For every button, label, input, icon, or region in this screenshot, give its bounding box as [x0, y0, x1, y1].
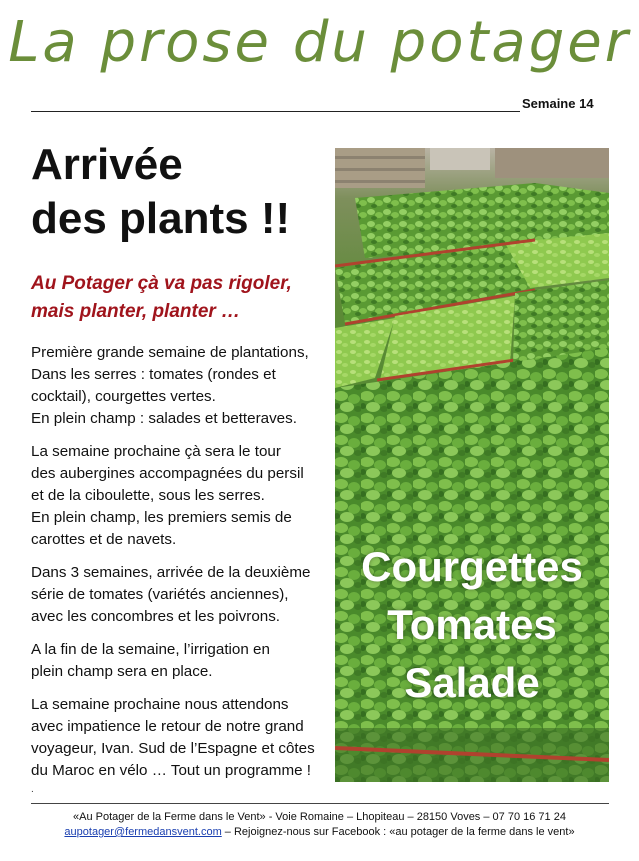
footer-rule: [31, 803, 609, 804]
headline-line: Arrivée: [31, 140, 183, 189]
article-body: [31, 342, 336, 793]
seedling-trays-photo: [335, 148, 609, 782]
footer-contact: [0, 825, 639, 840]
text-line: cocktail), courgettes vertes.: [31, 388, 216, 405]
caption-line: Tomates: [387, 601, 557, 648]
paragraph-irrigation: [31, 639, 336, 683]
text-line: et de la ciboulette, sous les serres.: [31, 487, 265, 504]
footer-address: «Au Potager de la Ferme dans le Vent» - Voie Romaine – Lhopiteau – 28150 Voves – 07 70 16 71 24: [73, 811, 566, 823]
header-rule: [31, 111, 520, 112]
trailing-mark: .: [31, 784, 34, 795]
text-line: Dans les serres : tomates (rondes et: [31, 366, 276, 383]
text-line: La semaine prochaine çà sera le tour: [31, 443, 281, 460]
subhead-line: mais planter, planter …: [31, 301, 241, 322]
text-line: Dans 3 semaines, arrivée de la deuxième: [31, 564, 311, 581]
week-label: Semaine 14: [522, 96, 594, 111]
subhead-line: Au Potager çà va pas rigoler,: [31, 273, 292, 294]
text-line: En plein champ, les premiers semis de: [31, 509, 292, 526]
text-line: Première grande semaine de plantations,: [31, 344, 309, 361]
text-line: voyageur, Ivan. Sud de l’Espagne et côtes: [31, 740, 315, 757]
text-line: du Maroc en vélo … Tout un programme !: [31, 762, 311, 779]
paragraph-next-week: [31, 441, 336, 551]
text-line: carottes et de navets.: [31, 531, 177, 548]
footer: [0, 810, 639, 840]
headline: [31, 138, 331, 246]
paragraph-ivan: [31, 694, 336, 782]
caption-line: Courgettes: [361, 543, 583, 590]
headline-line: des plants !!: [31, 194, 291, 243]
paragraph-three-weeks: [31, 562, 336, 628]
masthead-title: La prose du potager: [8, 10, 631, 75]
email-link[interactable]: aupotager@fermedansvent.com: [64, 826, 222, 838]
text-line: La semaine prochaine nous attendons: [31, 696, 289, 713]
caption-line: Salade: [404, 659, 540, 706]
text-line: série de tomates (variétés anciennes),: [31, 586, 289, 603]
text-line: des aubergines accompagnées du persil: [31, 465, 304, 482]
text-line: plein champ sera en place.: [31, 663, 213, 680]
text-line: avec impatience le retour de notre grand: [31, 718, 304, 735]
facebook-text: – Rejoignez-nous sur Facebook : «au potager de la ferme dans le vent»: [221, 826, 575, 838]
photo-caption: [335, 538, 609, 712]
text-line: En plein champ : salades et betteraves.: [31, 410, 297, 427]
text-line: avec les concombres et les poivrons.: [31, 608, 281, 625]
subhead: [31, 270, 331, 326]
text-line: A la fin de la semaine, l’irrigation en: [31, 641, 270, 658]
paragraph-plantations: [31, 342, 336, 430]
